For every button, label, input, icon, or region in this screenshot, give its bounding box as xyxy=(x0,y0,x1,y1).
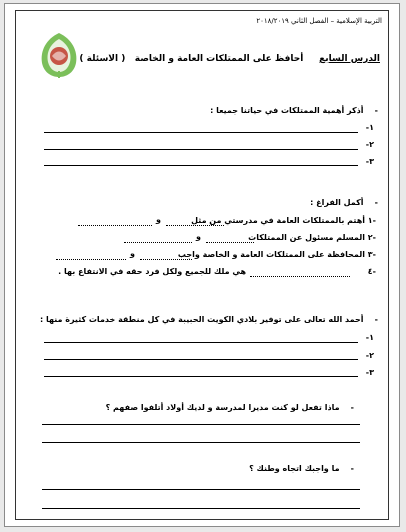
item-number: -٢ xyxy=(367,233,376,242)
lesson-title: أحافظ على الممتلكات العامة و الخاصة xyxy=(134,54,304,64)
question-5 xyxy=(249,464,354,473)
question-1 xyxy=(210,106,378,115)
and-word: و xyxy=(196,232,201,241)
fill-blank[interactable] xyxy=(78,225,152,226)
answer-line[interactable] xyxy=(42,508,360,509)
worksheet-page xyxy=(4,3,400,527)
question-bullet: - xyxy=(350,403,354,412)
lesson-number: الدرس السابع xyxy=(319,54,380,64)
answer-line[interactable] xyxy=(44,342,358,343)
fill-blank[interactable] xyxy=(206,242,254,243)
item-number: -١ xyxy=(367,216,376,225)
item-text: هي ملك للجميع ولكل فرد حقه في الانتفاع بها . xyxy=(58,267,246,276)
answer-line[interactable] xyxy=(42,424,360,425)
question-text: أذكر أهمية الممتلكات في حياتنا جميعا : xyxy=(210,106,364,115)
fill-blank[interactable] xyxy=(140,259,192,260)
fill-item-3 xyxy=(178,250,376,259)
fill-item-1 xyxy=(191,216,376,225)
worksheet-frame xyxy=(15,10,389,520)
answer-line[interactable] xyxy=(42,489,360,490)
fill-blank[interactable] xyxy=(124,242,192,243)
item-number: -٤ xyxy=(367,267,376,276)
question-text: أحمد الله تعالى على توفير بلادي الكويت الحبيبة في كل منطقة خدمات كثيرة منها : xyxy=(39,315,364,324)
fill-blank[interactable] xyxy=(166,225,224,226)
item-text: المحافظة على الممتلكات العامة و الخاصة واجب xyxy=(177,250,365,259)
question-bullet: - xyxy=(374,106,378,115)
question-3 xyxy=(40,315,378,324)
answer-number: -١ xyxy=(365,333,374,342)
answer-number: -٣ xyxy=(365,368,374,377)
answer-line[interactable] xyxy=(44,376,358,377)
question-text: أكمل الفراغ : xyxy=(310,198,364,207)
question-text: ما واجبك اتجاه وطنك ؟ xyxy=(249,464,340,473)
answer-number: -٢ xyxy=(365,140,374,149)
answer-line[interactable] xyxy=(44,149,358,150)
answer-number: -٣ xyxy=(365,157,374,166)
question-bullet: - xyxy=(374,198,378,207)
answer-line[interactable] xyxy=(44,359,358,360)
question-4 xyxy=(106,403,354,412)
page-title xyxy=(79,54,380,64)
leaf-emblem-icon xyxy=(38,31,80,79)
answer-line[interactable] xyxy=(44,165,358,166)
fill-blank[interactable] xyxy=(250,276,350,277)
and-word: و xyxy=(130,249,135,258)
answer-line[interactable] xyxy=(44,132,358,133)
and-word: و xyxy=(156,215,161,224)
answer-number: -٢ xyxy=(365,351,374,360)
answer-number: -١ xyxy=(365,123,374,132)
answer-line[interactable] xyxy=(42,442,360,443)
item-text: أهتم بالممتلكات العامة في مدرستي من مثل xyxy=(191,216,365,225)
course-header: التربية الإسلامية – الفصل الثاني ٢٠١٨/٢٠١٩ xyxy=(256,17,382,25)
fill-item-4 xyxy=(368,267,376,276)
question-2 xyxy=(310,198,378,207)
question-text: ماذا تفعل لو كنت مديرا لمدرسة و لديك أولاد أتلفوا صفهم ؟ xyxy=(105,403,340,412)
item-text: المسلم مسئول عن الممتلكات xyxy=(248,233,365,242)
question-bullet: - xyxy=(374,315,378,324)
fill-blank[interactable] xyxy=(56,259,126,260)
question-bullet: - xyxy=(350,464,354,473)
fill-item-2 xyxy=(248,233,376,242)
item-number: -٣ xyxy=(367,250,376,259)
lesson-subtitle: ( الاسئلة ) xyxy=(79,54,126,64)
